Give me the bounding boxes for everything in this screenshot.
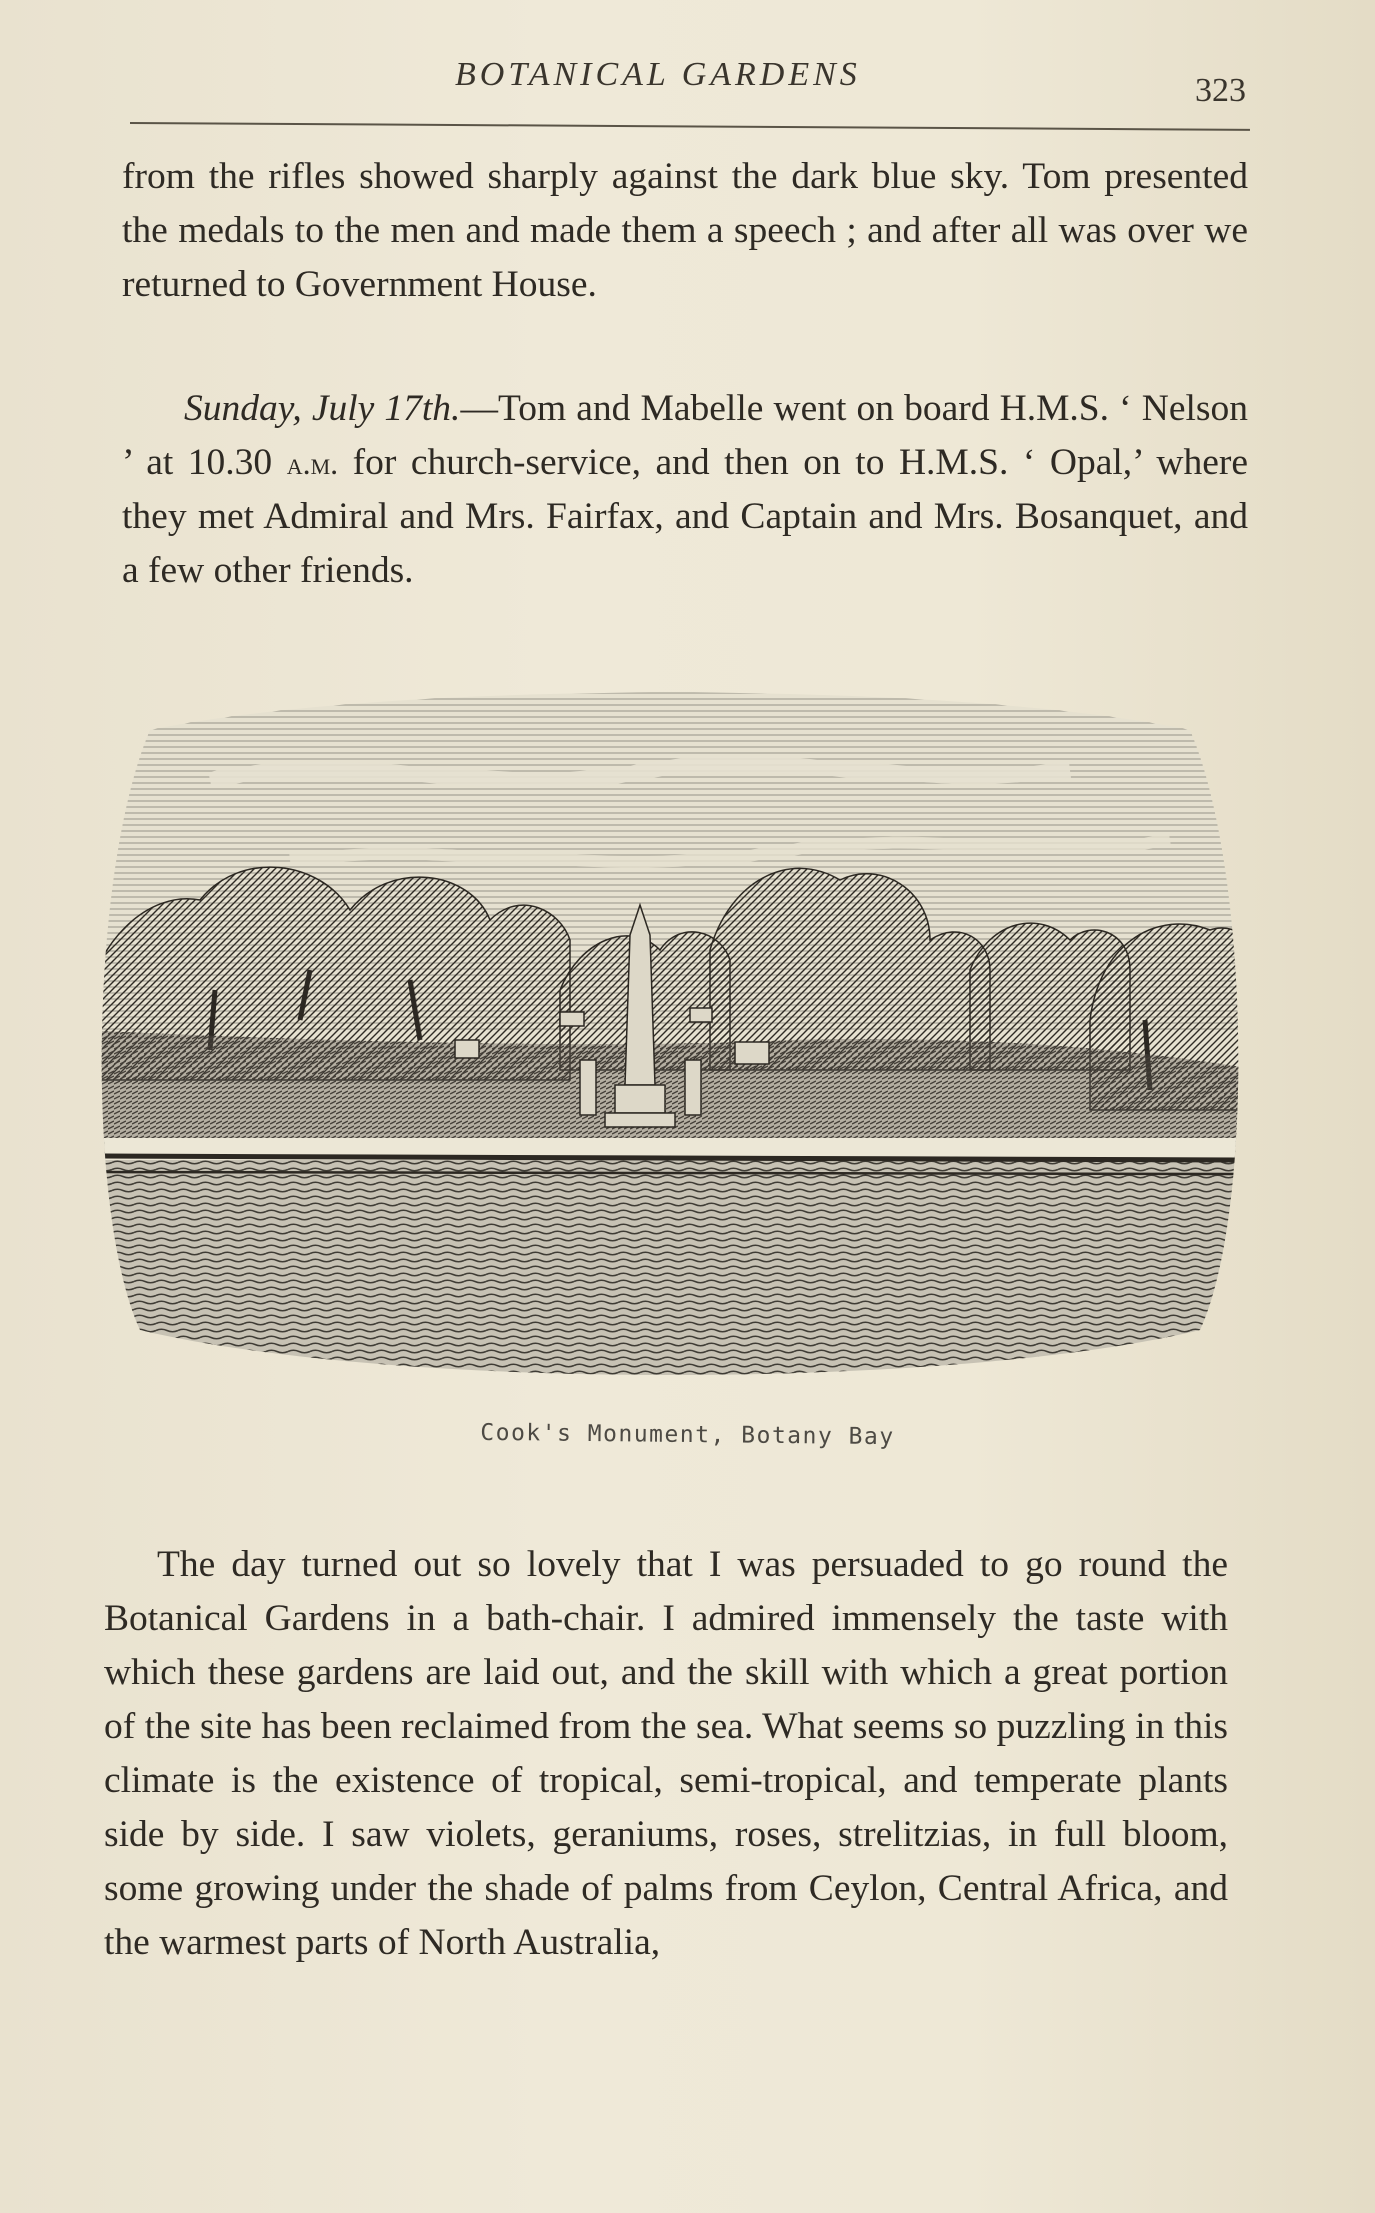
entry-date: Sunday, July 17th. [184,388,461,429]
engraving-illustration [90,690,1250,1390]
paragraph-1: from the rifles showed sharply against the dark blue sky. Tom presented the medals to the men and made them a speech ; and after all was over we returned to Government House. [122,156,1248,305]
time-marker: a.m. [286,445,339,481]
running-head-title: BOTANICAL GARDENS [455,56,861,93]
paragraph-2-text-a: —Tom and Mabelle went on board H.M.S. ‘ Nelson ’ at 10.30 [122,388,1248,483]
paragraph-3: The day turned out so lovely that I was persuaded to go round the Botanical Gardens in a bath-chair. I admired immensely the taste with which these gardens are laid out, and the skill with which a great portion of the site has been reclaimed from the sea. What seems so puzzling in this climate is the existence of tropical, semi-tropical, and temperate plants side by side. I saw violets, geraniums, roses, strelitzias, in full bloom, some growing under the shade of palms from Ceylon, Central Africa, and the warmest parts of North Australia, [104,1544,1228,1963]
paragraph-2-text-b: for church-service, and then on to H.M.S. ‘ Opal,’ where they met Admiral and Mrs. Fairfax, and Captain and Mrs. Bosanquet, and a few other friends. [122,442,1248,591]
paragraph-2 [122,382,1248,598]
page-number: 323 [1195,72,1246,109]
header-rule [130,122,1250,131]
figure-caption: Cook's Monument, Botany Bay [480,1419,895,1451]
